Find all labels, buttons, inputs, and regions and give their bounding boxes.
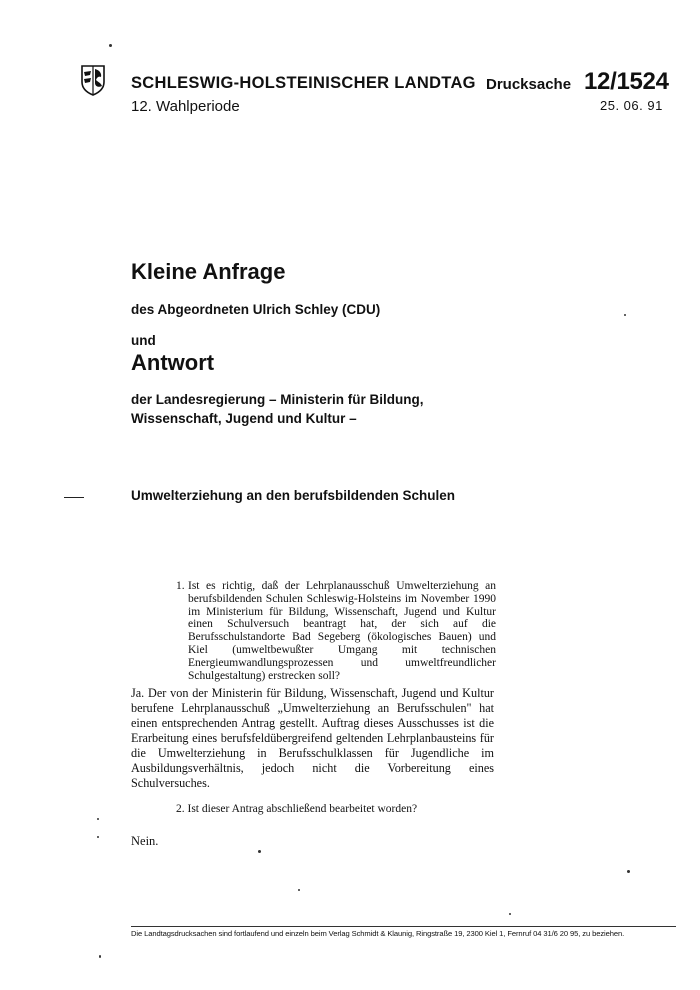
coat-of-arms-icon xyxy=(80,64,106,96)
kleine-anfrage-heading: Kleine Anfrage xyxy=(131,259,286,284)
scan-speck xyxy=(99,955,101,958)
questioner-line: des Abgeordneten Ulrich Schley (CDU) xyxy=(131,302,381,317)
footer-rule xyxy=(131,926,676,927)
question-1-text: Ist es richtig, daß der Lehrplanausschuß Umwelterziehung an berufsbildenden Schulen Schleswig-Holsteins im November 1990 im Ministerium für Bildung, Wissenschaft, Jugend und Kultur einen Schulversuch beantragt hat, der sich auf die Berufsschulstandorte Bad Segeberg (ökologisches Bauen) und Kiel (umweltbewußter Umgang mit technischen Energieumwandlungsprozessen und umweltfreundlicher Schulgestaltung) erstrecken soll? xyxy=(188,580,496,682)
scan-speck xyxy=(109,44,112,47)
scan-speck xyxy=(97,836,99,838)
und-line: und xyxy=(131,333,156,348)
subject-heading: Umwelterziehung an den berufsbildenden Schulen xyxy=(131,488,456,503)
question-1 xyxy=(176,580,496,682)
scan-speck xyxy=(627,870,630,873)
drucksache-number: 12/1524 xyxy=(584,68,669,95)
scan-speck xyxy=(97,818,99,820)
government-line-1: der Landesregierung – Ministerin für Bildung, xyxy=(131,392,424,407)
question-1-number: 1. xyxy=(176,580,185,592)
answer-2: Nein. xyxy=(131,834,159,848)
government-line-2: Wissenschaft, Jugend und Kultur – xyxy=(131,411,357,426)
question-2-number: 2. xyxy=(176,803,185,815)
electoral-period: 12. Wahlperiode xyxy=(131,98,240,115)
margin-dash xyxy=(64,497,84,498)
antwort-heading: Antwort xyxy=(131,350,215,375)
scan-speck xyxy=(509,913,511,915)
scan-speck xyxy=(298,889,300,891)
drucksache-label: Drucksache xyxy=(486,76,572,93)
footer-note: Die Landtagsdrucksachen sind fortlaufend und einzeln beim Verlag Schmidt & Klaunig, Ringstraße 19, 2300 Kiel 1, Fernruf 04 31/6 20 95, zu beziehen. xyxy=(131,929,625,938)
question-2 xyxy=(176,803,417,815)
parliament-name: SCHLESWIG-HOLSTEINISCHER LANDTAG xyxy=(131,74,476,92)
answer-1: Ja. Der von der Ministerin für Bildung, Wissenschaft, Jugend und Kultur berufene Lehrplanausschuß „Umwelterziehung an Berufsschulen" hat einen entsprechenden Antrag gestellt. Auftrag dieses Ausschusses ist die Erarbeitung eines berufsfeldübergreifend geltenden Lehrplanbausteins für die Umwelterziehung in Berufsschulklassen für Jugendliche im Ausbildungsverhältnis, jedoch nicht die Vorbereitung eines Schulversuches. xyxy=(131,686,494,790)
question-2-text: Ist dieser Antrag abschließend bearbeitet worden? xyxy=(187,803,418,815)
scan-speck xyxy=(624,314,626,316)
document-date: 25. 06. 91 xyxy=(600,98,663,113)
scan-speck xyxy=(258,850,261,853)
